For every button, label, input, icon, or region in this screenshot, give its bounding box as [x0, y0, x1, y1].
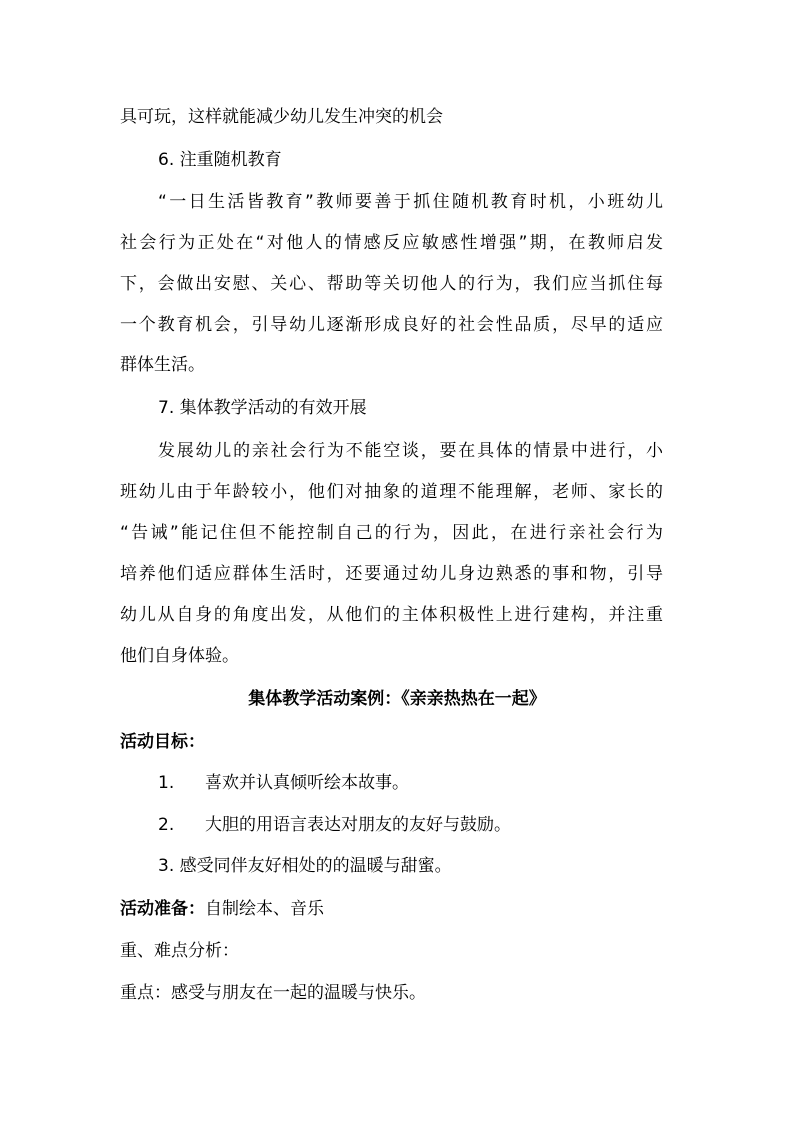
- key-label: 重点：: [120, 983, 171, 1003]
- paragraph-line: 一个教育机会，引导幼儿逐渐形成良好的社会性品质，尽早的适应: [120, 315, 663, 335]
- list-number: 2.: [158, 815, 175, 835]
- paragraph-line: 幼儿从自身的角度出发，从他们的主体积极性上进行建构，并注重: [120, 605, 663, 625]
- paragraph-line: 班幼儿由于年龄较小，他们对抽象的道理不能理解，老师、家长的: [120, 482, 663, 502]
- list-item: 3. 感受同伴友好相处的的温暖与甜蜜。: [158, 856, 452, 876]
- key-point-line: [120, 982, 426, 1004]
- list-item: 大胆的用语言表达对朋友的友好与鼓励。: [205, 815, 511, 835]
- paragraph-line: 他们自身体验。: [120, 646, 239, 666]
- case-title: 集体教学活动案例：《亲亲热热在一起》: [248, 689, 546, 709]
- paragraph-line: 群体生活。: [120, 355, 205, 375]
- prep-label: 活动准备：: [120, 899, 205, 919]
- paragraph-line: 社会行为正处在“对他人的情感反应敏感性增强”期，在教师启发: [120, 233, 663, 253]
- paragraph-line: 具可玩，这样就能减少幼儿发生冲突的机会: [120, 107, 443, 127]
- section-heading-6: 6. 注重随机教育: [158, 150, 282, 170]
- paragraph-line: 培养他们适应群体生活时，还要通过幼儿身边熟悉的事和物，引导: [120, 564, 663, 584]
- prep-text: 自制绘本、音乐: [205, 899, 324, 919]
- goals-label: 活动目标：: [120, 732, 205, 752]
- paragraph-line: “告诫”能记住但不能控制自己的行为，因此，在进行亲社会行为: [120, 523, 663, 543]
- prep-line: [120, 898, 324, 920]
- section-heading-7: 7. 集体教学活动的有效开展: [158, 398, 367, 418]
- key-text: 感受与朋友在一起的温暖与快乐。: [171, 983, 426, 1003]
- list-number: 1.: [158, 773, 175, 793]
- list-item: 喜欢并认真倾听绘本故事。: [205, 773, 409, 793]
- paragraph-line: “一日生活皆教育”教师要善于抓住随机教育时机，小班幼儿: [158, 192, 663, 212]
- analysis-heading: 重、难点分析：: [120, 941, 239, 961]
- paragraph-line: 下，会做出安慰、关心、帮助等关切他人的行为，我们应当抓住每: [120, 274, 663, 294]
- paragraph-line: 发展幼儿的亲社会行为不能空谈，要在具体的情景中进行，小: [158, 441, 663, 461]
